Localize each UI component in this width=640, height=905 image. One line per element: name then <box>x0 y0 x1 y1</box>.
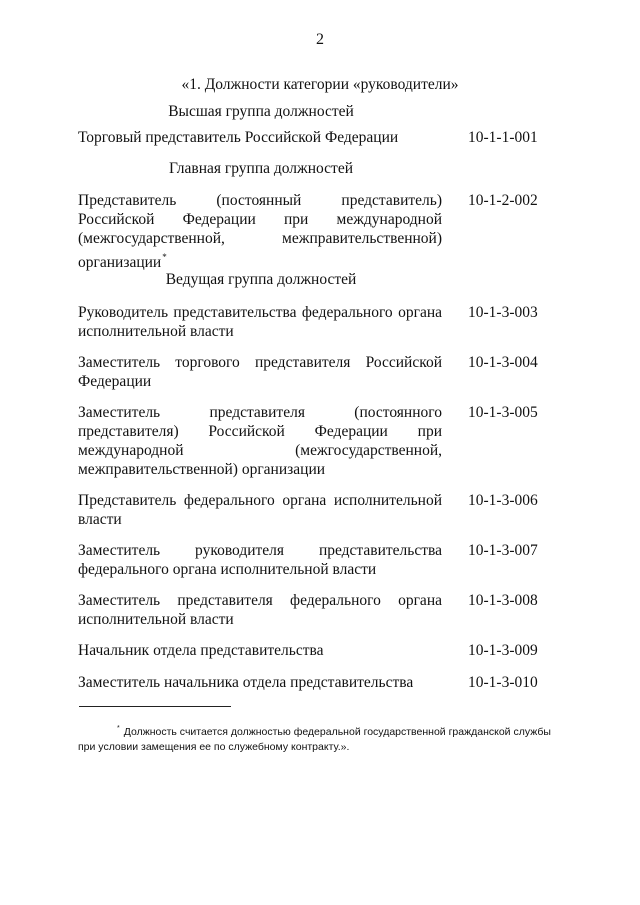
position-code: 10-1-2-002 <box>468 192 538 209</box>
position-name: Заместитель представителя федерального органа исполнительной власти <box>78 592 442 628</box>
position-code: 10-1-3-005 <box>468 404 538 421</box>
position-name: Заместитель торгового представителя Российской Федерации <box>78 354 442 390</box>
position-name: Заместитель начальника отдела представительства <box>78 674 414 691</box>
position-entry <box>78 303 558 341</box>
position-entry <box>78 353 558 391</box>
position-entry <box>78 403 558 479</box>
position-code: 10-1-3-003 <box>468 304 538 321</box>
footnote-divider <box>79 706 231 707</box>
group-heading-main: Главная группа должностей <box>168 160 354 177</box>
position-name: Торговый представитель Российской Федерации <box>78 129 399 146</box>
page-number: 2 <box>316 31 324 48</box>
position-entry <box>78 128 558 147</box>
position-code: 10-1-3-009 <box>468 642 538 659</box>
footnote-text: Должность считается должностью федеральной государственной гражданской службы <box>123 726 551 738</box>
position-code: 10-1-3-004 <box>468 354 538 371</box>
position-code: 10-1-3-006 <box>468 492 538 509</box>
footnote <box>78 721 568 755</box>
position-name: Заместитель руководителя представительства федерального органа исполнительной власти <box>78 542 442 578</box>
position-code: 10-1-3-008 <box>468 592 538 609</box>
position-name: Руководитель представительства федерального органа исполнительной власти <box>78 304 442 340</box>
position-entry <box>78 641 558 660</box>
position-code: 10-1-1-001 <box>468 129 538 146</box>
section-title: «1. Должности категории «руководители» <box>181 76 459 93</box>
footnote-line: при условии замещения ее по служебному контракту.». <box>78 741 350 753</box>
position-name-text: Представитель (постоянный представитель) Российской Федерации при международной (межгосударственной, межправительственной) организации <box>78 192 442 271</box>
position-name: Начальник отдела представительства <box>78 642 324 659</box>
position-entry <box>78 673 558 692</box>
position-name: Заместитель представителя (постоянного представителя) Российской Федерации при международной (межгосударственной, межправительственной) организации <box>78 404 442 478</box>
position-entry <box>78 541 558 579</box>
position-code: 10-1-3-010 <box>468 674 538 691</box>
footnote-marker: * <box>162 252 167 262</box>
group-heading-leading: Ведущая группа должностей <box>165 271 357 288</box>
position-name: Представитель федерального органа исполнительной власти <box>78 492 442 528</box>
footnote-mark: * <box>117 725 120 732</box>
group-heading-highest: Высшая группа должностей <box>168 103 354 120</box>
position-entry <box>78 191 558 272</box>
footnote-line <box>78 721 568 740</box>
position-name <box>78 191 442 272</box>
position-code: 10-1-3-007 <box>468 542 538 559</box>
position-entry <box>78 491 558 529</box>
position-entry <box>78 591 558 629</box>
